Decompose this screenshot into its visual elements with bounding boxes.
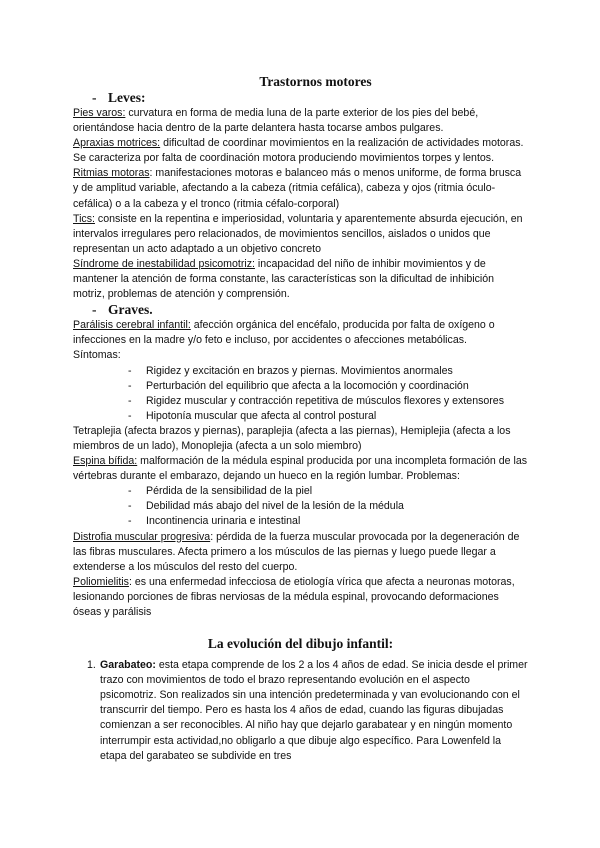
definition: dificultad de coordinar movimientos en la realización de actividades motoras. Se caracteriza por falta de coordinación motora produciendo movimientos torpes y lentos. <box>73 137 524 165</box>
list-item: - Hipotonía muscular que afecta al control postural <box>128 409 528 424</box>
list-item: - Debilidad más abajo del nivel de la lesión de la médula <box>128 499 528 514</box>
list-item: - Perturbación del equilibrio que afecta a la locomoción y coordinación <box>128 379 528 394</box>
evolucion-list <box>73 658 528 764</box>
term: Poliomielitis <box>73 575 129 588</box>
paragraph-distrofia <box>73 530 528 575</box>
definition: esta etapa comprende de los 2 a los 4 años de edad. Se inicia desde el primer trazo con movimientos de todo el brazo representando evolución en el aspecto psicomotriz. Son realizados sin una intención predeterminada y van evolucionando con el transcurrir del tiempo. Pero es hasta los 4 años de edad, cuando las figuras dibujadas comienzan a ser reconocibles. Al niño hay que dejarlo garabatear y en ningún momento interrumpir esta actividad,no obligarlo a que dibuje algo específico. Para Lowenfeld la etapa del garabateo se subdivide en tres <box>100 659 528 762</box>
term: Distrofia muscular progresiva <box>73 530 211 543</box>
term: Espina bífida: <box>73 455 138 468</box>
paragraph-apraxias <box>73 136 528 166</box>
paragraph-paralisis <box>73 318 528 348</box>
paragraph-inestabilidad <box>73 257 528 302</box>
definition: : manifestaciones motoras e balanceo más o menos uniforme, de forma brusca y de amplitud variable, afectando a la cabeza (ritmia cefálica), cabeza y ojos (ritmia óculo-cefálica) o a la cabeza y el tronco (ritmia céfalo-corporal) <box>73 167 522 210</box>
term: Pies varos: <box>73 107 126 119</box>
list-item: - Incontinencia urinaria e intestinal <box>128 514 528 529</box>
list-item-garabateo <box>87 658 528 764</box>
espina-problems-list <box>73 484 528 529</box>
paragraph-tetraplejia: Tetraplejia (afecta brazos y piernas), paraplejia (afecta a las piernas), Hemiplejia (afecta a los miembros de un lado), Monoplejia (afecta a un solo miembro) <box>73 424 511 452</box>
paragraph-espina-bifida <box>73 454 528 484</box>
definition: consiste en la repentina e imperiosidad, voluntaria y aparentemente absurda ejecución, en intervalos irregulares pero relacionados, de movimientos sencillos, aislados o unidos que representan un acto adaptado a un objetivo concreto <box>73 212 523 255</box>
definition: : pérdida de la fuerza muscular provocada por la degeneración de las fibras musculares. Afecta primero a los músculos de las piernas y luego puede llegar a extenderse a los músculos del resto del cuerpo. <box>73 530 520 573</box>
section-dash: - <box>92 302 97 318</box>
term: Síndrome de inestabilidad psicomotriz: <box>73 257 255 270</box>
section-heading-text: Leves: <box>108 90 146 105</box>
paragraph-poliomielitis <box>73 575 528 620</box>
section-heading-graves <box>92 302 528 318</box>
list-item: - Pérdida de la sensibilidad de la piel <box>128 484 528 499</box>
list-number: 1. <box>87 659 96 672</box>
list-item: - Rigidez y excitación en brazos y piernas. Movimientos anormales <box>128 364 528 379</box>
sintomas-list <box>73 364 528 424</box>
paragraph-ritmias <box>73 166 528 211</box>
list-item: - Rigidez muscular y contracción repetitiva de músculos flexores y extensores <box>128 394 528 409</box>
term: Garabateo: <box>100 659 156 672</box>
definition: curvatura en forma de media luna de la parte exterior de los pies del bebé, orientándose hacia dentro de la parte delantera hasta tocarse ambos pulgares. <box>73 107 479 135</box>
term: Parálisis cerebral infantil: <box>73 319 191 332</box>
paragraph-pies-varos <box>73 106 528 136</box>
section-heading-text: Graves. <box>108 302 153 318</box>
definition: incapacidad del niño de inhibir movimientos y de mantener la atención de forma constante, las características son la dificultad de inhibición motriz, problemas de atención y comprensión. <box>73 257 495 301</box>
definition: afección orgánica del encéfalo, producida por falta de oxígeno o infecciones en la madre y/o feto e incluso, por accidentes o afecciones metabólicas. <box>73 319 495 347</box>
document-title: Trastornos motores <box>259 74 372 89</box>
definition: malformación de la médula espinal producida por una incompleta formación de las vértebras durante el embarazo, dejando un hueco en la región lumbar. Problemas: <box>73 455 528 483</box>
section-heading-leves <box>92 90 528 106</box>
sintomas-label: Síntomas: <box>73 349 121 362</box>
term: Tics: <box>73 212 95 225</box>
paragraph-tics <box>73 212 528 257</box>
term: Ritmias motoras <box>73 167 150 180</box>
section-dash: - <box>92 90 97 105</box>
definition: : es una enfermedad infecciosa de etiología vírica que afecta a neuronas motoras, lesionando porciones de fibras nerviosas de la médula espinal, provocando deformaciones óseas y parálisis <box>73 575 515 618</box>
section-title-evolucion: La evolución del dibujo infantil: <box>207 636 394 652</box>
term: Apraxias motrices: <box>73 137 161 150</box>
